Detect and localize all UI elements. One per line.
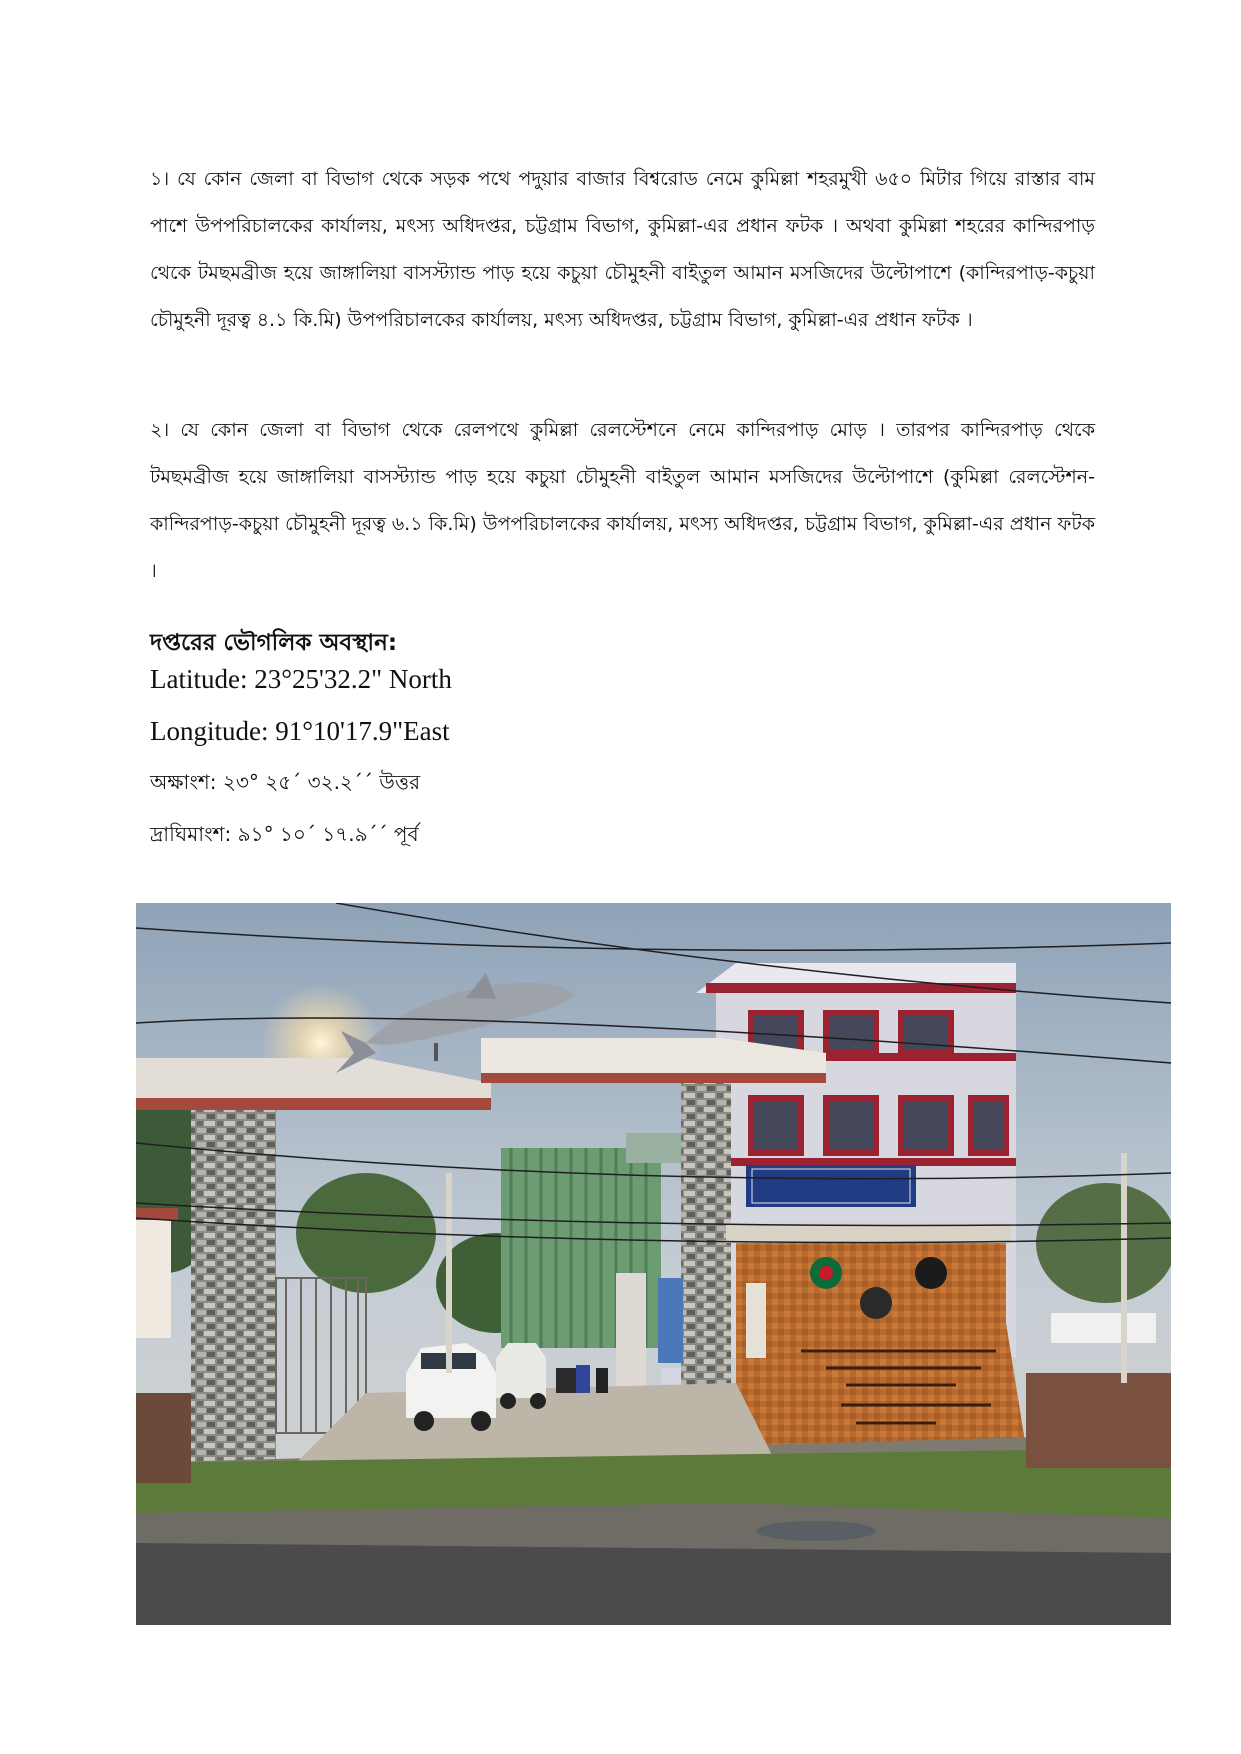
longitude-english: Longitude: 91°10'17.9"East	[150, 716, 450, 746]
office-gate-photo	[136, 903, 1171, 1625]
longitude-bangla: দ্রাঘিমাংশ: ৯১° ১০´ ১৭.৯´´ পূর্ব	[150, 822, 419, 846]
latitude-bangla: অক্ষাংশ: ২৩° ২৫´ ৩২.২´´ উত্তর	[150, 770, 421, 794]
latitude-english: Latitude: 23°25'32.2" North	[150, 664, 452, 694]
directions-paragraph-road: ১। যে কোন জেলা বা বিভাগ থেকে সড়ক পথে পদুয়ার বাজার বিশ্বরোড নেমে কুমিল্লা শহরমুখী ৬৫০ মিটার গিয়ে রাস্তার বাম পাশে উপপরিচালকের কার্যালয়, মৎস্য অধিদপ্তর, চট্টগ্রাম বিভাগ, কুমিল্লা-এর প্রধান ফটক । অথবা কুমিল্লা শহরের কান্দিরপাড় থেকে টমছমব্রীজ হয়ে জাঙ্গালিয়া বাসস্ট্যান্ড পাড় হয়ে কচুয়া চৌমুহনী বাইতুল আমান মসজিদের উল্টোপাশে (কান্দিরপাড়-কচুয়া চৌমুহনী দূরত্ব ৪.১ কি.মি) উপপরিচালকের কার্যালয়, মৎস্য অধিদপ্তর, চট্টগ্রাম বিভাগ, কুমিল্লা-এর প্রধান ফটক ।	[150, 168, 1095, 331]
geo-location-heading: দপ্তরের ভৌগলিক অবস্থান:	[150, 630, 398, 656]
directions-paragraph-rail: ২। যে কোন জেলা বা বিভাগ থেকে রেলপথে কুমিল্লা রেলস্টেশনে নেমে কান্দিরপাড় মোড় । তারপর কান্দিরপাড় থেকে টমছমব্রীজ হয়ে জাঙ্গালিয়া বাসস্ট্যান্ড পাড় হয়ে কচুয়া চৌমুহনী বাইতুল আমান মসজিদের উল্টোপাশে (কুমিল্লা রেলস্টেশন-কান্দিরপাড়-কচুয়া চৌমুহনী দূরত্ব ৬.১ কি.মি) উপপরিচালকের কার্যালয়, মৎস্য অধিদপ্তর, চট্টগ্রাম বিভাগ, কুমিল্লা-এর প্রধান ফটক ।	[150, 419, 1095, 582]
